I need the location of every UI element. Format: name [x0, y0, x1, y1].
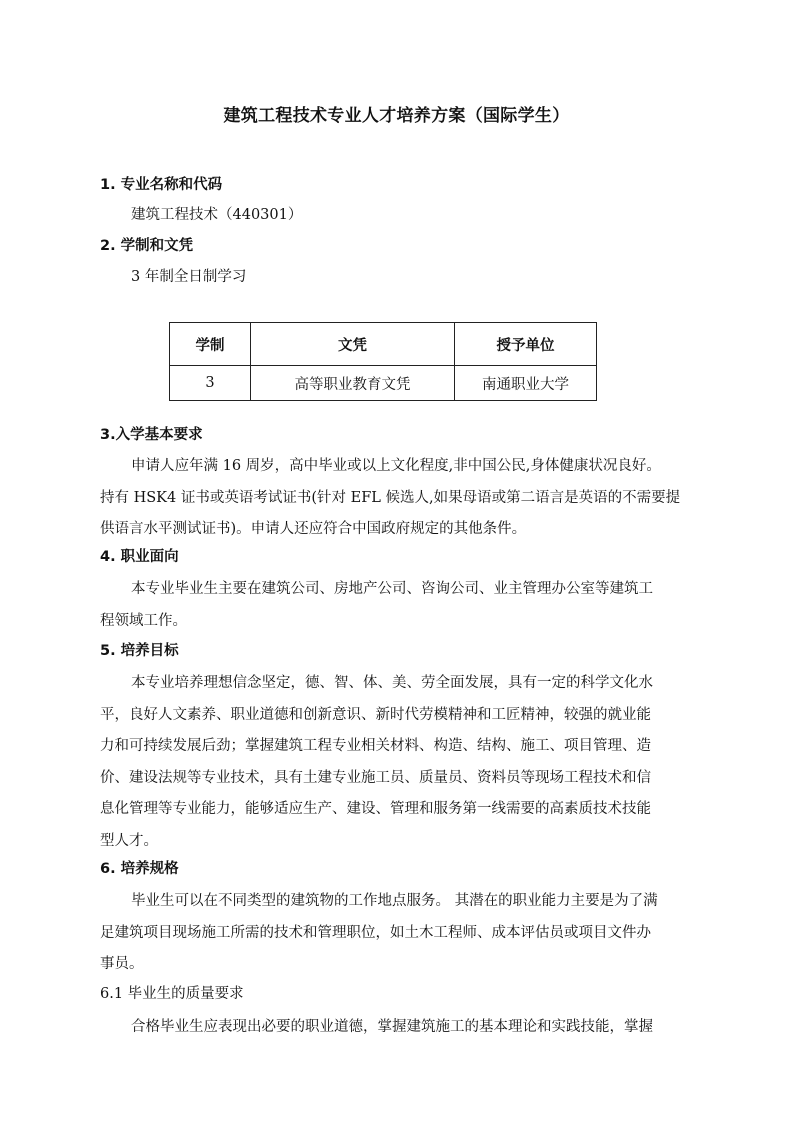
paragraph-line: 本专业毕业生主要在建筑公司、房地产公司、咨询公司、业主管理办公室等建筑工 — [131, 581, 653, 597]
table-cell: 南通职业大学 — [455, 366, 597, 401]
section-5-paragraph — [100, 668, 712, 857]
section-1-body: 建筑工程技术（440301） — [131, 207, 303, 223]
section-5-heading: 5. 培养目标 — [100, 643, 179, 659]
paragraph-line: 供语言水平测试证书)。申请人还应符合中国政府规定的其他条件。 — [100, 521, 527, 537]
section-3-heading: 3.入学基本要求 — [100, 427, 203, 443]
table-header-cell: 学制 — [170, 323, 251, 366]
section-1-heading: 1. 专业名称和代码 — [100, 177, 223, 193]
paragraph-line: 持有 HSK4 证书或英语考试证书(针对 EFL 候选人,如果母语或第二语言是英语的不需要提 — [100, 489, 681, 506]
section-3-paragraph — [100, 451, 712, 546]
section-4-paragraph — [100, 574, 712, 637]
paragraph-line: 平，良好人文素养、职业道德和创新意识、新时代劳模精神和工匠精神，较强的就业能 — [100, 706, 651, 723]
paragraph-line: 本专业培养理想信念坚定，德、智、体、美、劳全面发展，具有一定的科学文化水 — [131, 675, 653, 691]
paragraph-line: 申请人应年满 16 周岁，高中毕业或以上文化程度,非中国公民,身体健康状况良好。 — [131, 458, 661, 474]
degree-table — [169, 322, 597, 401]
section-6-1-heading: 6.1 毕业生的质量要求 — [100, 986, 244, 1002]
paragraph-line: 事员。 — [100, 956, 144, 972]
paragraph-line: 足建筑项目现场施工所需的技术和管理职位，如土木工程师、成本评估员或项目文件办 — [100, 924, 651, 941]
document-title: 建筑工程技术专业人才培养方案（国际学生） — [223, 106, 570, 126]
paragraph-line: 力和可持续发展后劲；掌握建筑工程专业相关材料、构造、结构、施工、项目管理、造 — [100, 738, 651, 754]
section-4-heading: 4. 职业面向 — [100, 549, 179, 565]
table-cell: 3 — [170, 366, 251, 401]
section-2-heading: 2. 学制和文凭 — [100, 238, 194, 254]
table-row — [170, 366, 597, 401]
paragraph-line: 合格毕业生应表现出必要的职业道德，掌握建筑施工的基本理论和实践技能，掌握 — [131, 1019, 653, 1035]
section-2-body: 3 年制全日制学习 — [131, 269, 247, 285]
paragraph-line: 型人才。 — [100, 832, 158, 849]
paragraph-line: 毕业生可以在不同类型的建筑物的工作地点服务。 其潜在的职业能力主要是为了满 — [131, 893, 658, 909]
table-header-row — [170, 323, 597, 366]
table-header-cell: 文凭 — [251, 323, 455, 366]
section-6-1-paragraph — [100, 1012, 712, 1044]
section-6-paragraph — [100, 886, 712, 981]
table-header-cell: 授予单位 — [455, 323, 597, 366]
paragraph-line: 价、建设法规等专业技术，具有土建专业施工员、质量员、资料员等现场工程技术和信 — [100, 769, 651, 786]
section-6-heading: 6. 培养规格 — [100, 861, 179, 877]
paragraph-line: 息化管理等专业能力，能够适应生产、建设、管理和服务第一线需要的高素质技术技能 — [100, 801, 651, 817]
table-cell: 高等职业教育文凭 — [251, 366, 455, 401]
paragraph-line: 程领域工作。 — [100, 612, 187, 629]
